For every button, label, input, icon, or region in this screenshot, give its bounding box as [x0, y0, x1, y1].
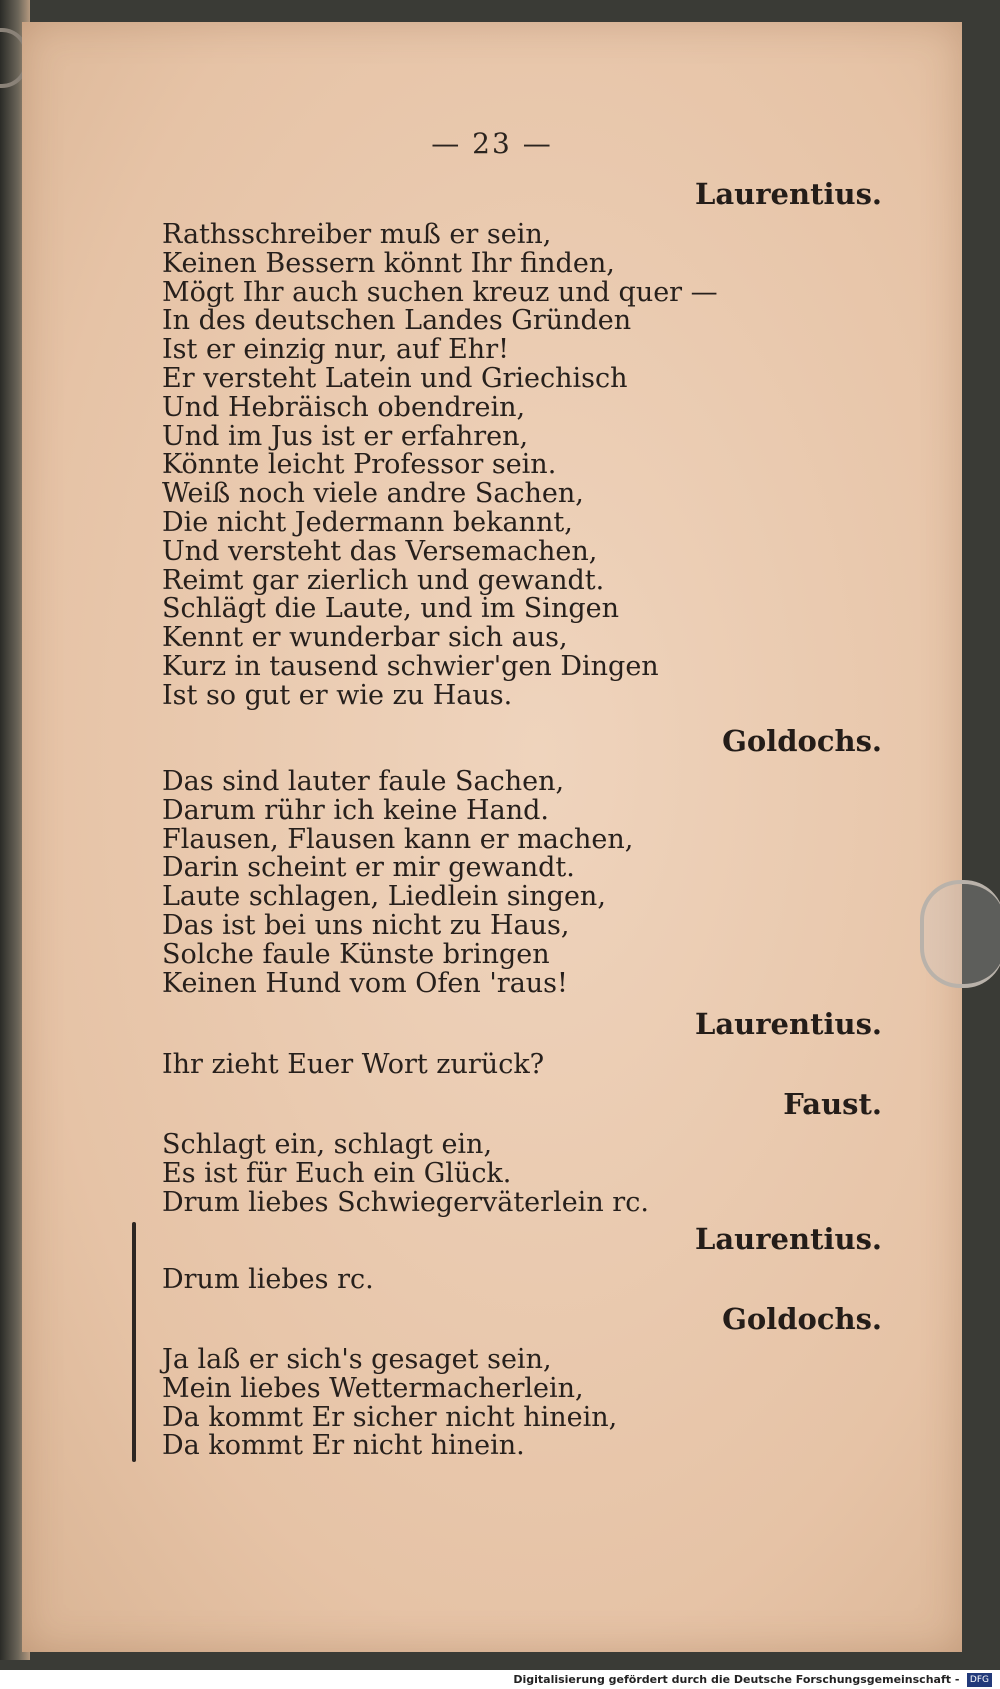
verse-line: Kurz in tausend schwier'gen Dingen [162, 650, 659, 682]
speaker-name: Laurentius. [695, 1007, 882, 1041]
paper-clip [920, 880, 1000, 988]
section-laurentius-3 [162, 1222, 882, 1295]
page-number: — 23 — [431, 127, 553, 160]
verse-line: Da kommt Er sicher nicht hinein, [162, 1401, 618, 1433]
verse-line: Solche faule Künste bringen [162, 938, 550, 970]
verse-line: Die nicht Jedermann bekannt, [162, 506, 573, 538]
section-laurentius-1 [162, 177, 882, 711]
verse-line: Da kommt Er nicht hinein. [162, 1430, 525, 1462]
verse-line: Und im Jus ist er erfahren, [162, 420, 529, 452]
verse-line: Und Hebräisch obendrein, [162, 391, 526, 423]
dfg-logo: DFG [967, 1673, 992, 1687]
verse-line: Weiß noch viele andre Sachen, [162, 478, 584, 510]
verse-line: Das sind lauter faule Sachen, [162, 766, 565, 797]
section-laurentius-2 [162, 1007, 882, 1080]
verse-line: In des deutschen Landes Gründen [162, 305, 632, 337]
section-faust [162, 1087, 882, 1217]
digitization-footer [0, 1670, 1000, 1689]
footer-text: Digitalisierung gefördert durch die Deutsche Forschungsgemeinschaft - [513, 1673, 960, 1686]
verse-line: Rathsschreiber muß er sein, [162, 219, 552, 250]
verse-line: Flausen, Flausen kann er machen, [162, 823, 634, 855]
verse-line: Reimt gar zierlich und gewandt. [162, 564, 605, 596]
verse-line: Darum rühr ich keine Hand. [162, 794, 549, 826]
verse-line: Das ist bei uns nicht zu Haus, [162, 909, 570, 941]
verse-line: Schlagt ein, schlagt ein, [162, 1129, 493, 1160]
verse-line: Mein liebes Wettermacherlein, [162, 1372, 584, 1404]
book-page [22, 22, 962, 1652]
verse-line: Schlägt die Laute, und im Singen [162, 593, 619, 625]
verse-line: Er versteht Latein und Griechisch [162, 362, 628, 394]
speaker-name: Laurentius. [695, 1222, 882, 1256]
verse-line: Keinen Bessern könnt Ihr finden, [162, 247, 615, 279]
section-goldochs-2 [162, 1302, 882, 1461]
verse-line: Ist er einzig nur, auf Ehr! [162, 334, 509, 366]
speaker-name: Goldochs. [722, 724, 882, 758]
verse-line: Darin scheint er mir gewandt. [162, 852, 575, 884]
verse-line: Ist so gut er wie zu Haus. [162, 679, 513, 711]
verse-line: Mögt Ihr auch suchen kreuz und quer — [162, 276, 718, 308]
speaker-name: Faust. [783, 1087, 882, 1121]
verse-line: Drum liebes rc. [162, 1264, 374, 1295]
verse-line: Könnte leicht Professor sein. [162, 449, 557, 481]
verse-line: Ihr zieht Euer Wort zurück? [162, 1049, 545, 1080]
verse-line: Und versteht das Versemachen, [162, 535, 598, 567]
speaker-name: Laurentius. [695, 177, 882, 211]
section-goldochs-1 [162, 724, 882, 998]
verse-line: Ja laß er sich's gesaget sein, [162, 1344, 552, 1375]
verse-line: Es ist für Euch ein Glück. [162, 1157, 512, 1189]
margin-bracket [132, 1222, 136, 1462]
verse-line: Laute schlagen, Liedlein singen, [162, 881, 606, 913]
verse-line: Keinen Hund vom Ofen 'raus! [162, 967, 568, 999]
speaker-name: Goldochs. [722, 1302, 882, 1336]
verse-line: Drum liebes Schwiegerväterlein rc. [162, 1186, 649, 1218]
verse-line: Kennt er wunderbar sich aus, [162, 622, 568, 654]
